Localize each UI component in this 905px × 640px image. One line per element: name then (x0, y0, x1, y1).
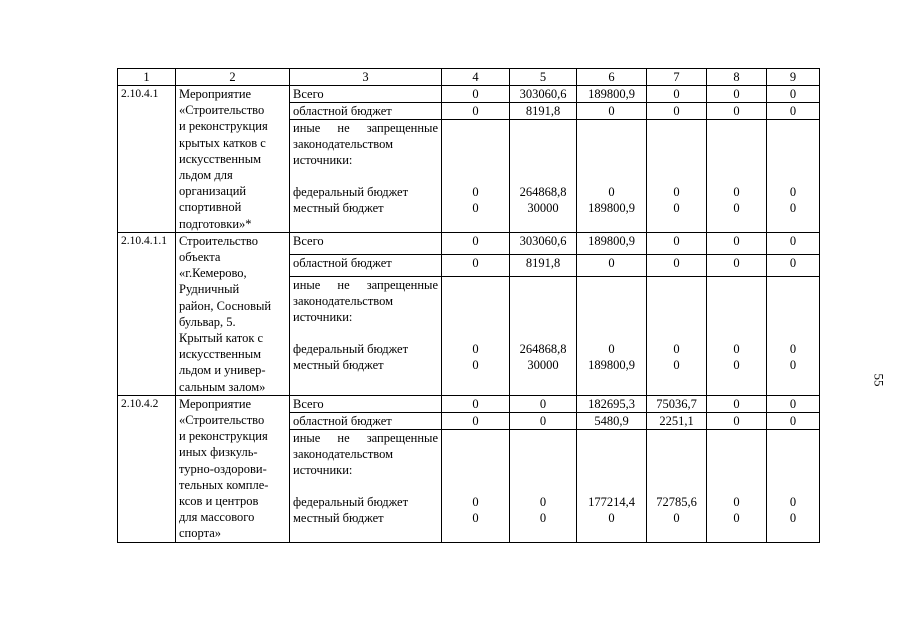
federal-value: 0 (789, 185, 797, 199)
other-sources-line: источники: (293, 309, 353, 324)
total-value: 0 (510, 395, 577, 412)
federal-value: 0 (673, 341, 680, 356)
federal-value: 0 (472, 494, 479, 509)
federal-value: 264868,8 (519, 185, 567, 199)
other-sources-line: иные не запрещенные (293, 277, 438, 292)
regional-value: 0 (647, 103, 707, 120)
program-name-line: район, Сосновый (179, 298, 272, 313)
local-value: 0 (789, 510, 797, 525)
federal-value: 0 (608, 341, 615, 356)
local-value: 0 (673, 510, 680, 525)
program-name (176, 86, 290, 233)
program-name-line: турно-оздорови- (179, 461, 267, 476)
other-sources-line: источники: (293, 462, 353, 477)
total-value: 189800,9 (577, 232, 647, 254)
total-value: 189800,9 (577, 86, 647, 103)
total-value: 0 (647, 232, 707, 254)
total-value: 0 (442, 86, 510, 103)
program-name-line: и реконструкция (179, 429, 268, 444)
local-value: 0 (472, 357, 479, 372)
budget-values-cell (707, 120, 767, 233)
other-sources-line: законодательством (293, 293, 394, 308)
regional-value: 2251,1 (647, 412, 707, 429)
total-value: 303060,6 (510, 86, 577, 103)
local-label: местный бюджет (293, 201, 384, 215)
regional-value: 0 (707, 254, 767, 276)
federal-value: 0 (472, 341, 479, 356)
program-name-line: Крытый каток с (179, 331, 264, 346)
local-value: 0 (608, 510, 615, 525)
header-cell: 9 (767, 69, 820, 86)
program-name-line: ксов и центров (179, 494, 259, 509)
header-cell: 7 (647, 69, 707, 86)
program-name-line: Мероприятие (179, 396, 252, 411)
local-value: 30000 (527, 357, 559, 372)
program-name-line: для массового (179, 510, 255, 525)
regional-label: областной бюджет (290, 103, 442, 120)
program-name-line: крытых катков с (179, 135, 266, 150)
program-code: 2.10.4.2 (118, 395, 176, 542)
regional-label: областной бюджет (290, 412, 442, 429)
local-value: 0 (789, 357, 797, 372)
federal-label: федеральный бюджет (293, 185, 409, 199)
regional-value: 0 (442, 254, 510, 276)
total-value: 0 (707, 86, 767, 103)
other-sources-cell (290, 429, 442, 542)
regional-value: 0 (647, 254, 707, 276)
federal-value: 264868,8 (519, 341, 567, 356)
budget-values-cell (577, 429, 647, 542)
budget-values-cell (510, 120, 577, 233)
regional-value: 8191,8 (510, 103, 577, 120)
budget-values-cell (647, 429, 707, 542)
regional-value: 0 (767, 103, 820, 120)
header-cell: 1 (118, 69, 176, 86)
federal-value: 0 (789, 494, 797, 509)
header-row (118, 69, 820, 86)
regional-value: 8191,8 (510, 254, 577, 276)
federal-value: 177214,4 (588, 494, 635, 509)
federal-value: 0 (733, 494, 740, 509)
budget-values-cell (442, 429, 510, 542)
local-value: 189800,9 (588, 201, 635, 215)
program-name-line: тельных компле- (179, 477, 269, 492)
local-label: местный бюджет (293, 510, 384, 525)
federal-value: 0 (539, 494, 547, 509)
program-name-line: Рудничный (179, 282, 240, 297)
federal-value: 0 (789, 341, 797, 356)
program-name-line: «г.Кемерово, (179, 266, 247, 281)
other-sources-line: источники: (293, 153, 353, 167)
budget-values-cell (577, 120, 647, 233)
local-label: местный бюджет (293, 357, 384, 372)
program-name-line: спорта» (179, 526, 221, 541)
local-value: 0 (673, 357, 680, 372)
regional-value: 0 (707, 412, 767, 429)
federal-value: 0 (733, 185, 740, 199)
other-sources-line: законодательством (293, 446, 394, 461)
regional-value: 0 (510, 412, 577, 429)
regional-value: 0 (442, 412, 510, 429)
total-label: Всего (290, 86, 442, 103)
program-name-line: объекта (179, 250, 221, 265)
regional-value: 0 (577, 254, 647, 276)
program-name-line: Мероприятие (179, 87, 252, 101)
other-sources-cell (290, 120, 442, 233)
regional-value: 5480,9 (577, 412, 647, 429)
program-code: 2.10.4.1.1 (118, 232, 176, 395)
budget-values-cell (707, 429, 767, 542)
program-name-line: «Строительство (179, 103, 265, 118)
header-cell: 2 (176, 69, 290, 86)
budget-values-cell (577, 276, 647, 395)
program-name-line: Строительство (179, 233, 259, 248)
local-value: 0 (539, 510, 547, 525)
header-cell: 4 (442, 69, 510, 86)
local-value: 0 (472, 201, 479, 215)
program-name-line: иных физкуль- (179, 445, 258, 460)
header-cell: 8 (707, 69, 767, 86)
local-value: 0 (472, 510, 479, 525)
program-name (176, 232, 290, 395)
regional-label: областной бюджет (290, 254, 442, 276)
federal-value: 0 (733, 341, 740, 356)
program-name-line: льдом и универ- (179, 363, 266, 378)
total-value: 0 (647, 86, 707, 103)
total-label: Всего (290, 395, 442, 412)
total-label: Всего (290, 232, 442, 254)
total-value: 0 (767, 395, 820, 412)
header-cell: 5 (510, 69, 577, 86)
program-name-line: бульвар, 5. (179, 314, 236, 329)
local-value: 0 (733, 201, 740, 215)
program-name-line: подготовки»* (179, 216, 252, 231)
federal-value: 0 (673, 185, 680, 199)
program-name-line: искусственным (179, 151, 262, 166)
program-name-line: льдом для (179, 168, 233, 183)
total-value: 0 (707, 232, 767, 254)
local-value: 0 (733, 357, 740, 372)
regional-value: 0 (767, 412, 820, 429)
program-name-line: и реконструкция (179, 119, 268, 134)
budget-values-cell (707, 276, 767, 395)
budget-values-cell (767, 276, 820, 395)
regional-value: 0 (707, 103, 767, 120)
other-sources-line: иные не запрещенные (293, 121, 438, 135)
regional-value: 0 (442, 103, 510, 120)
regional-value: 0 (577, 103, 647, 120)
program-name-line: искусственным (179, 347, 262, 362)
header-cell: 6 (577, 69, 647, 86)
local-value: 0 (733, 510, 740, 525)
program-name-line: организаций (179, 184, 247, 199)
page-number: 55 (871, 373, 887, 387)
budget-values-cell (510, 276, 577, 395)
header-cell: 3 (290, 69, 442, 86)
total-value: 0 (767, 232, 820, 254)
total-value: 0 (707, 395, 767, 412)
federal-value: 0 (608, 185, 615, 199)
budget-values-cell (442, 276, 510, 395)
local-value: 0 (789, 201, 797, 215)
total-value: 75036,7 (647, 395, 707, 412)
budget-values-cell (647, 120, 707, 233)
program-name-line: сальным залом» (179, 379, 266, 394)
regional-value: 0 (767, 254, 820, 276)
local-value: 30000 (527, 201, 559, 215)
table-row (118, 395, 820, 412)
budget-values-cell (767, 120, 820, 233)
total-value: 303060,6 (510, 232, 577, 254)
other-sources-cell (290, 276, 442, 395)
local-value: 0 (673, 201, 680, 215)
table-row (118, 232, 820, 254)
budget-values-cell (647, 276, 707, 395)
federal-label: федеральный бюджет (293, 494, 409, 509)
federal-label: федеральный бюджет (293, 341, 409, 356)
program-name-line: «Строительство (179, 413, 265, 428)
budget-table (117, 68, 820, 543)
total-value: 0 (442, 395, 510, 412)
federal-value: 72785,6 (656, 494, 697, 509)
total-value: 0 (442, 232, 510, 254)
other-sources-line: законодательством (293, 137, 394, 151)
local-value: 189800,9 (588, 357, 635, 372)
program-name-line: спортивной (179, 200, 242, 215)
budget-values-cell (510, 429, 577, 542)
budget-values-cell (767, 429, 820, 542)
program-code: 2.10.4.1 (118, 86, 176, 233)
budget-values-cell (442, 120, 510, 233)
table-row (118, 86, 820, 103)
other-sources-line: иные не запрещенные (293, 430, 438, 445)
total-value: 0 (767, 86, 820, 103)
program-name (176, 395, 290, 542)
total-value: 182695,3 (577, 395, 647, 412)
federal-value: 0 (472, 185, 479, 199)
